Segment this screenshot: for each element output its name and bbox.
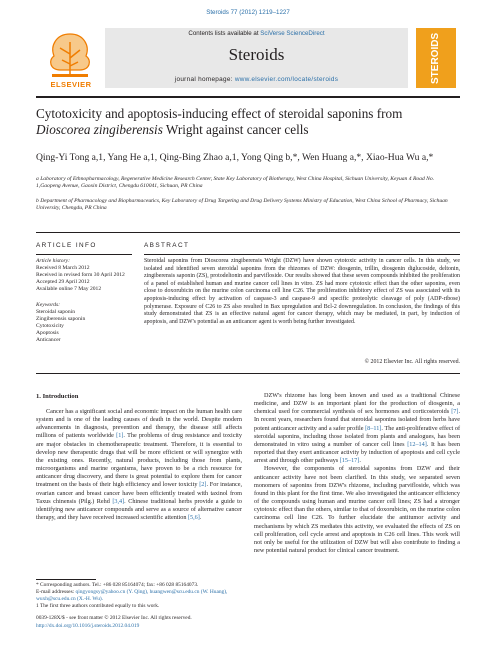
title-species: Dioscorea zingiberensis	[36, 122, 163, 137]
keyword-item: Steroidal saponin	[36, 309, 75, 316]
citation-link[interactable]: [3,4]	[112, 497, 125, 505]
bottom-metadata	[36, 615, 336, 630]
corresponding-footnote: * Corresponding authors. Tel.: +86 028 85164074; fax: +86 028 85164073.	[36, 582, 199, 588]
history-revised: Received in revised form 30 April 2012	[36, 272, 125, 279]
abstract-bottom-rule	[36, 373, 460, 374]
contents-line	[105, 30, 408, 37]
article-info-heading: ARTICLE INFO	[36, 242, 97, 249]
cover-title: STEROIDS	[430, 32, 441, 84]
title-line-2: Wright against cancer cells	[162, 122, 309, 137]
contents-prefix: Contents lists available at	[188, 30, 261, 37]
article-info-rule	[36, 254, 132, 255]
issn-line: 0039-128X/$ - see front matter © 2012 Elsevier Inc. All rights reserved.	[36, 615, 192, 621]
title-line-1: Cytotoxicity and apoptosis-inducing effect of steroidal saponins from	[36, 106, 403, 121]
abstract-rule	[144, 254, 460, 255]
homepage-prefix: journal homepage:	[174, 76, 235, 83]
equal-contribution-footnote: 1 The first three authors contributed equally to this work.	[36, 603, 160, 609]
abstract-copyright: © 2012 Elsevier Inc. All rights reserved.	[364, 359, 460, 365]
keywords	[36, 302, 136, 345]
abstract-text: Steroidal saponins from Dioscorea zingiberensis Wright (DZW) have shown cytotoxic activity in cancer cells. In this study, we isolated and identified seven steroidal saponins from the rhizomes of DZW: diosgenin, trillin, diosgenin diglucoside, deltonin, zingiberensis saponin (ZS), protodeltonin and parvifloside. Our results showed that these seven compounds inhibited the proliferation of a panel of established human and murine cancer cell lines in vitro. ZS had more cytotoxic effect than the other saponins, even close to doxorubicin on the murine colon carcinoma cell line C26. The proliferation inhibitory effect of ZS was associated with its apoptosis-inducing effect by activation of caspase-3 and caspase-9 and specific proteolytic cleavage of poly (ADP-ribose) polymerase. Exposure of C26 to ZS also resulted in Bax upregulation and Bcl-2 downregulation. In conclusion, the findings of this study demonstrated that ZS is an effective natural agent for cancer therapy, which may be mediated, in part, by induction of apoptosis, and DZW's potential as an anticancer agent is worth being further investigated.	[144, 258, 460, 325]
keyword-item: Cytotoxicity	[36, 323, 64, 330]
email-links[interactable]: qingyongsy@yahoo.cn (Y. Qing), huangwen@scu.edu.cn (W. Huang), wuxh@scu.edu.cn (X.-H. Wu).	[36, 589, 228, 602]
affiliation-a: a Laboratory of Ethnopharmacology, Regenerative Medicine Research Center, State Key Laboratory of Biotherapy, West China Hospital, Sichuan University, Keyuan 4 Road No. 1,Gaopeng Avenue, Gaoxin District, Chengdu 610041, Sichuan, PR China	[36, 176, 435, 190]
doi-link[interactable]: http://dx.doi.org/10.1016/j.steroids.2012.04.019	[36, 622, 140, 629]
body-column-right	[254, 392, 460, 555]
article-title	[36, 106, 466, 138]
keyword-item: Zingiberensis saponin	[36, 316, 86, 323]
keyword-item: Anticancer	[36, 337, 61, 344]
paragraph: Cancer has a significant social and economic impact on the human health care system and is one of the leading causes of death in the world. Despite modern advancements in diagnosis, prevention and therapy, the disease still affects millions of patients worldwide [1]. The problems of drug resistance and toxicity are major obstacles in chemotherapeutic treatment. Therefore, it is essential to develop new therapeutic drugs that will be more efficient or will synergize with the existing ones. Recently, natural products, including those from plants, microorganisms and marine organisms, have proven to be a rich resource for anticancer drug discovery, and there is great potential to explore them for cancer treatment on the basis of their high efficiency and lower toxicity [2]. For instance, ovarian cancer and breast cancer have been efficiently treated with taxinol from Taxus chinensis (Pilg.) Rehd [3,4]. Chinese traditional herbs provide a guide to identifying new anticancer compounds and serve as a source of alternative cancer therapy, and they have received increased scientific attention [5,6].	[36, 408, 242, 522]
homepage-link[interactable]: www.elsevier.com/locate/steroids	[234, 76, 339, 83]
header-rule	[36, 96, 460, 98]
email-footnote: E-mail addresses: qingyongsy@yahoo.cn (Y. Qing), huangwen@scu.edu.cn (W. Huang), wuxh@scu.edu.cn (X.-H. Wu).	[36, 589, 228, 602]
paragraph: However, the components of steroidal saponins from DZW and their anticancer activity have not been clarified. In this study, we separated seven monomers of saponins from DZW's rhizome, including parvifloside, which was found in this plant for the first time. We also investigated the anticancer efficiency of the compounds using human and murine cancer cell lines; ZS had a stronger cytotoxic effect than the others, similar to that of doxorubicin, on the murine colon carcinoma cell line C26. To further elucidate the antitumor activity and mechanisms by which ZS mediates this activity, we evaluated the effects of ZS on cell proliferation, cell cycle arrest and apoptosis in C26 cell lines. This work will not only be useful for the utilization of DZW but will also contribute to finding a new potential natural product for clinical cancer treatment.	[254, 465, 460, 554]
keywords-label: Keywords:	[36, 302, 61, 308]
citation-link[interactable]: [2]	[199, 481, 207, 489]
footnotes	[36, 582, 242, 610]
citation-link[interactable]: [15–17]	[339, 457, 360, 465]
abstract-heading: ABSTRACT	[144, 242, 190, 249]
keyword-item: Apoptosis	[36, 330, 59, 337]
citation-link[interactable]: [12–14]	[407, 440, 427, 448]
paragraph: DZW's rhizome has long been known and used as a traditional Chinese medicine, and DZW is an important plant for the production of diosgenin, a chemical used for commercial synthesis of sex hormones and corticosteroids [7]. In recent years, researchers found that steroidal saponins isolated from herbs have potent anticancer activity and a safer profile [8–11]. The anti-proliferative effect of steroidal saponins, including those isolated from plants and analogues, has been demonstrated in vitro using a number of cancer cell lines [12–14]. It has been reported that they exert anticancer activity by induction of apoptosis and cell cycle arrest and through other pathways [15–17].	[254, 392, 461, 465]
publisher-name: ELSEVIER	[50, 80, 92, 89]
elsevier-tree-logo	[42, 28, 98, 80]
article-history	[36, 258, 136, 293]
history-label: Article history:	[36, 258, 71, 264]
sciencedirect-link[interactable]: SciVerse ScienceDirect	[260, 30, 325, 37]
history-received: Received 8 March 2012	[36, 265, 90, 272]
section-rule	[36, 232, 460, 233]
citation-link[interactable]: [7]	[451, 408, 459, 416]
journal-name: Steroids	[228, 45, 285, 64]
body-column-left	[36, 408, 242, 522]
citation-link[interactable]: [8–11]	[365, 424, 382, 432]
footnote-rule	[36, 579, 96, 580]
history-accepted: Accepted 29 April 2012	[36, 279, 90, 286]
journal-cover-thumbnail	[416, 28, 456, 88]
introduction-heading: 1. Introduction	[36, 393, 79, 400]
affiliation-b: b Department of Pharmacology and Biopharmaceutics, Key Laboratory of Drug Targeting and Drug Delivery Systems Ministry of Education, West China School of Pharmacy, Sichuan University, Chengdu, PR China	[36, 198, 448, 212]
journal-homepage	[105, 76, 408, 83]
citation-link[interactable]: [1]	[116, 432, 124, 440]
citation-link[interactable]: [5,6]	[187, 514, 200, 522]
history-online: Available online 7 May 2012	[36, 286, 102, 293]
journal-citation[interactable]: Steroids 77 (2012) 1219–1227	[206, 9, 290, 16]
author-list: Qing-Yi Tong a,1, Yang He a,1, Qing-Bing Zhao a,1, Yong Qing b,*, Wen Huang a,*, Xiao-Hua Wu a,*	[36, 152, 434, 163]
